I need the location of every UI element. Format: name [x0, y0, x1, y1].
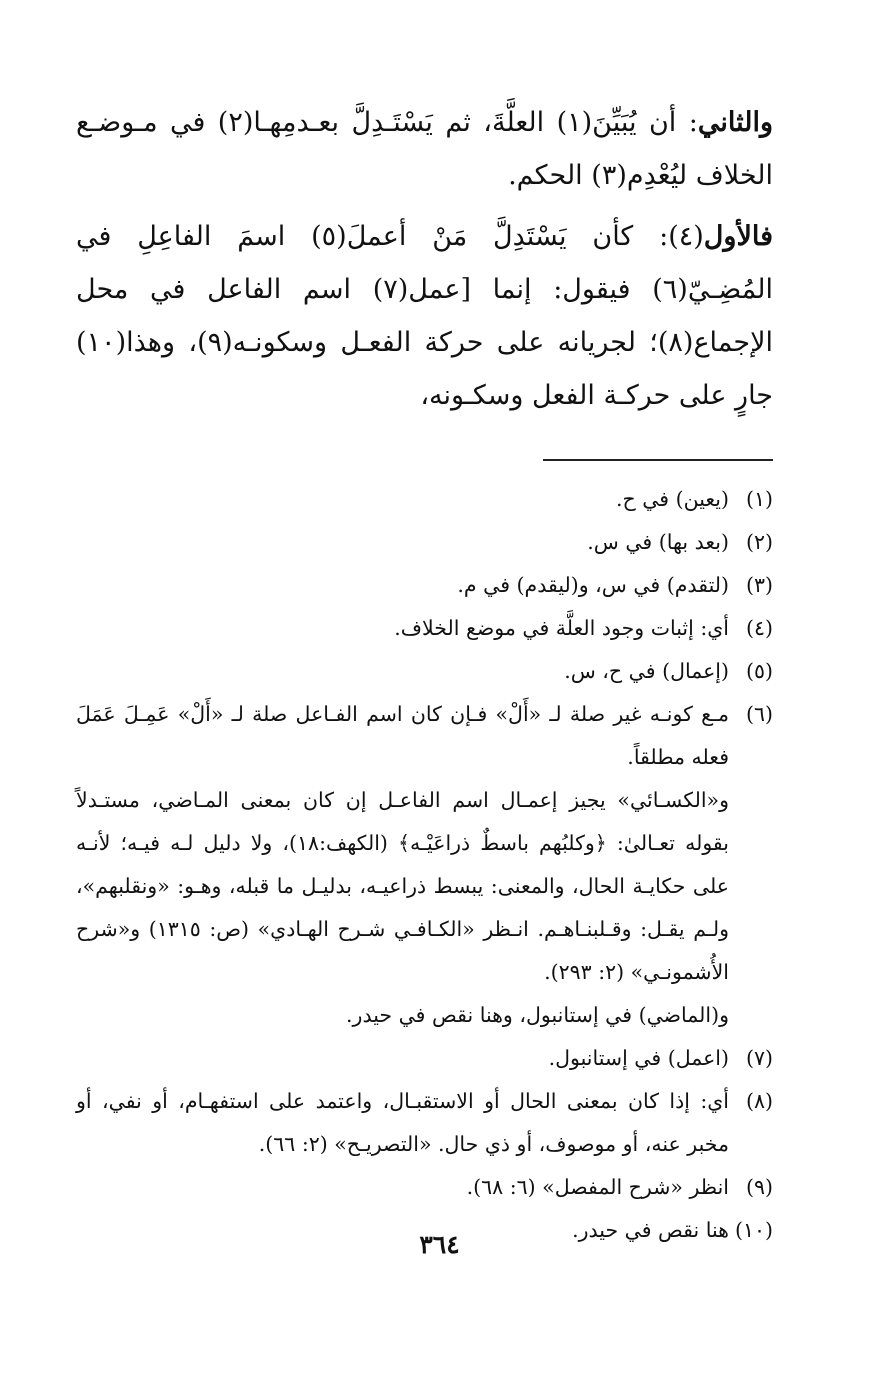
footnote-text: (يعين) في ح.	[615, 487, 729, 511]
footnote-number: (٩)	[745, 1175, 773, 1199]
footnote-number: (٢)	[745, 530, 773, 554]
paragraph-2-text: (٤): كأن يَسْتَدِلَّ مَنْ أعملَ(٥) اسمَ الفاعِلِ في المُضِـيّ(٦) فيقول: إنما [عمل(٧) اسم الفاعل في محل الإجماع(٨)؛ لجريانه على حركة الفعـل وسكونـه(٩)، وهذا(١٠) جارٍ على حركـة الفعل وسكـونه،	[76, 221, 773, 411]
footnote-number: (٧)	[745, 1046, 773, 1070]
paragraph-1-text: : أن يُبَيِّنَ(١) العلَّةَ، ثم يَسْتَـدِلَّ بعـدمِهـا(٢) في مـوضـع الخلاف ليُعْدِم(٣) الحكم.	[76, 107, 773, 191]
footnote	[76, 521, 773, 564]
footnote	[76, 1080, 773, 1166]
footnote	[76, 478, 773, 521]
footnote-number: (١)	[745, 487, 773, 511]
footnote-text: انظر «شرح المفصل» (٦: ٦٨).	[466, 1175, 729, 1199]
footnotes	[76, 478, 773, 1252]
footnote-text: (إعمال) في ح، س.	[564, 659, 729, 683]
footnote	[76, 564, 773, 607]
footnote-text: (اعمل) في إستانبول.	[548, 1046, 729, 1070]
footnote-text: أي: إذا كان بمعنى الحال أو الاستقبـال، واعتمد على استفهـام، أو نفي، أو مخبر عنه، أو موصوف، أو ذي حال. «التصريـح» (٢: ٦٦).	[76, 1089, 729, 1156]
footnote	[76, 607, 773, 650]
footnote	[76, 1166, 773, 1209]
footnote-number: (٥)	[745, 659, 773, 683]
footnote-text: (لتقدم) في س، و(ليقدم) في م.	[457, 573, 729, 597]
footnote-number: (٤)	[745, 616, 773, 640]
footnote-number: (٦)	[745, 702, 773, 726]
footnote-separator	[543, 459, 773, 461]
paragraph-2-lead: فالأول	[703, 221, 773, 252]
footnote	[76, 650, 773, 693]
footnote	[76, 693, 773, 779]
footnote-number: (١٠)	[734, 1218, 773, 1242]
paragraph-1-lead: والثاني	[697, 107, 773, 138]
page-content	[76, 96, 773, 1252]
paragraph-2	[76, 210, 773, 422]
main-text	[76, 96, 773, 422]
paragraph-1	[76, 96, 773, 202]
footnote-continuation: و«الكسـائي» يجيز إعمـال اسم الفاعـل إن كان بمعنى المـاضي، مستـدلاً بقوله تعـالىٰ: ﴿وكلبُهم باسطٌ ذراعَيْـه﴾ (الكهف:١٨)، ولا دليل لـه فيـه؛ لأنـه على حكايـة الحال، والمعنى: يبسط ذراعيـه، بدليـل ما قبله، وهـو: «ونقلبهم»، ولـم يقـل: وقـلبنـاهـم. انـظر «الكـافـي شـرح الهـادي» (ص: ١٣١٥) و«شرح الأُشمونـي» (٢: ٢٩٣).	[76, 788, 729, 984]
footnote-text: (بعد بها) في س.	[587, 530, 729, 554]
footnote-text: هنا نقص في حيدر.	[572, 1218, 729, 1242]
footnote-text: أي: إثبات وجود العلَّة في موضع الخلاف.	[394, 616, 729, 640]
footnote-number: (٣)	[745, 573, 773, 597]
footnote-number: (٨)	[745, 1089, 773, 1113]
page-number: ٣٦٤	[419, 1230, 460, 1259]
footnote-continuation: و(الماضي) في إستانبول، وهنا نقص في حيدر.	[346, 1003, 729, 1027]
footnote-text: مـع كونـه غير صلة لـ «أَلْ» فـإن كان اسم الفـاعل صلة لـ «أَلْ» عَمِـلَ عَمَلَ فعله مطلقاً.	[76, 702, 729, 769]
footnote	[76, 1037, 773, 1080]
